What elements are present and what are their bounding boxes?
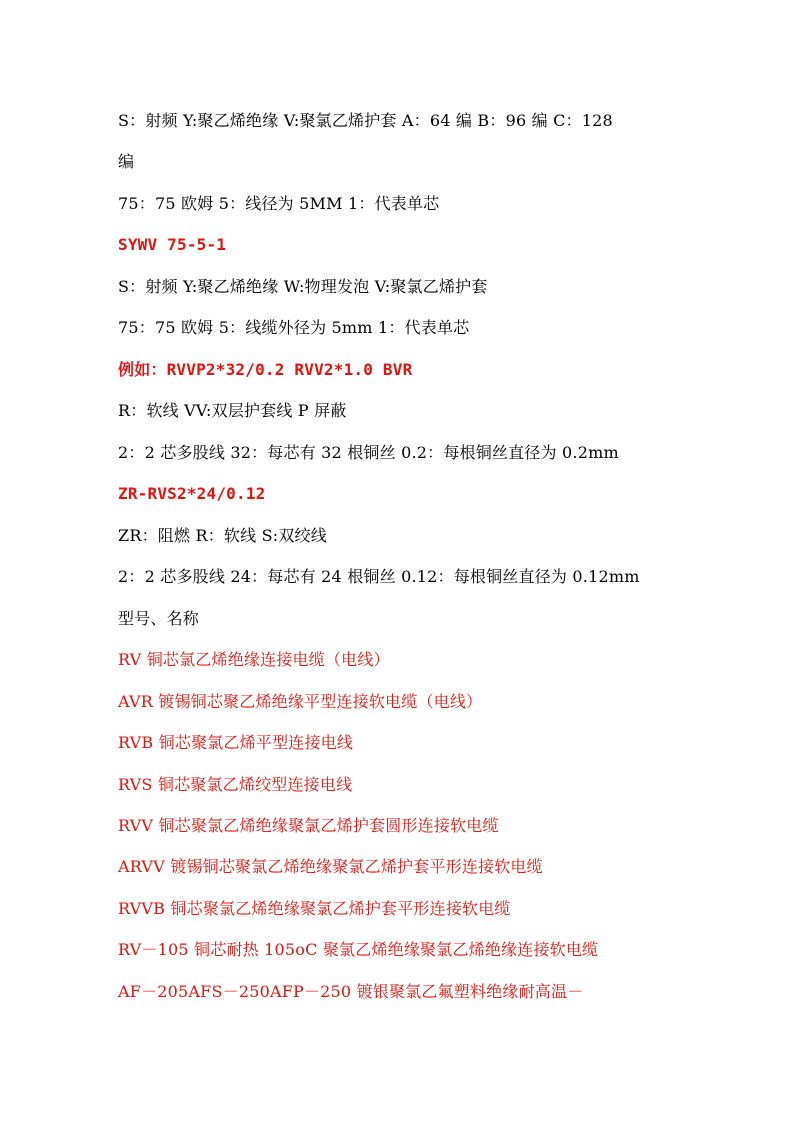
cable-type-line: RV 铜芯氯乙烯绝缘连接电缆（电线） <box>118 650 390 669</box>
text-line: 75：75 欧姆 5：线径为 5MM 1：代表单芯 <box>118 194 440 213</box>
cable-type-line: RVVB 铜芯聚氯乙烯绝缘聚氯乙烯护套平形连接软电缆 <box>118 899 511 918</box>
text-line: 2：2 芯多股线 32：每芯有 32 根铜丝 0.2：每根铜丝直径为 0.2mm <box>118 443 619 462</box>
cable-type-line: RVV 铜芯聚氯乙烯绝缘聚氯乙烯护套圆形连接软电缆 <box>118 816 499 835</box>
cable-type-line: RV－105 铜芯耐热 105oC 聚氯乙烯绝缘聚氯乙烯绝缘连接软电缆 <box>118 940 599 959</box>
text-line: 75：75 欧姆 5：线缆外径为 5mm 1：代表单芯 <box>118 318 470 337</box>
text-line: S：射频 Y:聚乙烯绝缘 V:聚氯乙烯护套 A：64 编 B：96 编 C：128 <box>118 111 613 130</box>
text-line: ZR：阻燃 R：软线 S:双绞线 <box>118 526 327 545</box>
cable-type-line: AVR 镀锡铜芯聚乙烯绝缘平型连接软电缆（电线） <box>118 692 483 711</box>
cable-type-line: RVS 铜芯聚氯乙烯绞型连接电线 <box>118 775 353 794</box>
heading-line: 例如：RVVP2*32/0.2 RVV2*1.0 BVR <box>118 360 413 379</box>
text-line: 2：2 芯多股线 24：每芯有 24 根铜丝 0.12：每根铜丝直径为 0.12mm <box>118 567 640 586</box>
text-line: 编 <box>118 152 135 171</box>
text-line: R：软线 VV:双层护套线 P 屏蔽 <box>118 401 347 420</box>
heading-line: SYWV 75-5-1 <box>118 235 227 254</box>
heading-line: ZR-RVS2*24/0.12 <box>118 484 266 503</box>
text-line: 型号、名称 <box>118 609 200 628</box>
cable-type-line: RVB 铜芯聚氯乙烯平型连接电线 <box>118 733 354 752</box>
cable-type-line: ARVV 镀锡铜芯聚氯乙烯绝缘聚氯乙烯护套平形连接软电缆 <box>118 857 543 876</box>
text-line: S：射频 Y:聚乙烯绝缘 W:物理发泡 V:聚氯乙烯护套 <box>118 277 488 296</box>
cable-type-line: AF－205AFS－250AFP－250 镀银聚氯乙氟塑料绝缘耐高温－ <box>118 982 584 1001</box>
